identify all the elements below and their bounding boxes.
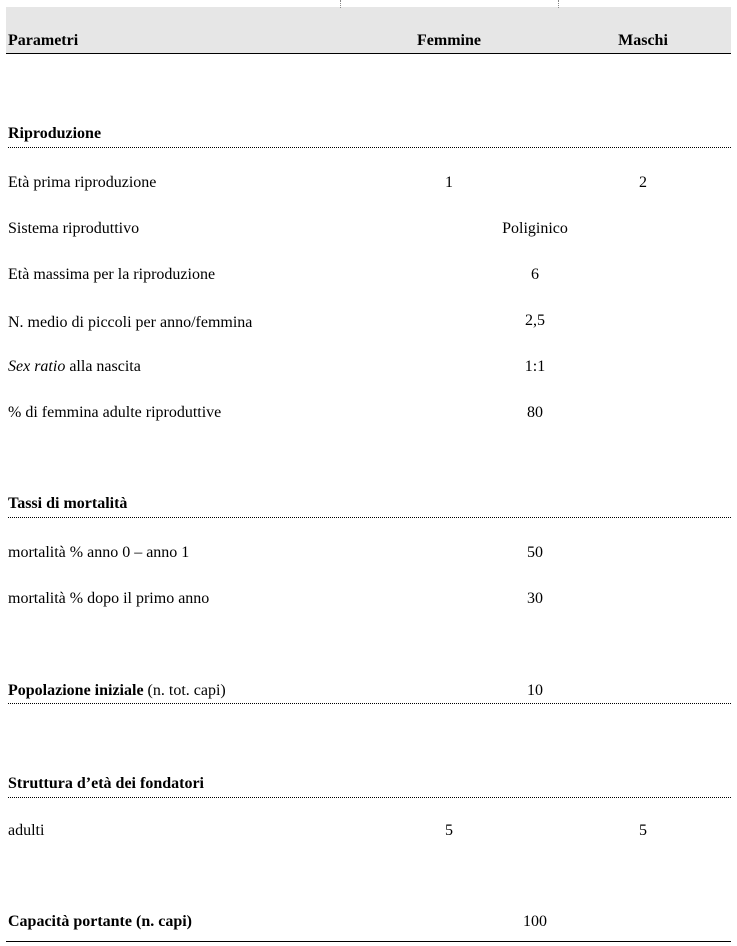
row-value-femmine-adulte: 80: [527, 404, 543, 421]
section-rule: [8, 703, 731, 704]
row-label-eta-massima: Età massima per la riproduzione: [8, 266, 216, 283]
header-maschi: Maschi: [618, 32, 668, 49]
section-rule: [8, 147, 731, 148]
row-label-piccoli: N. medio di piccoli per anno/femmina: [8, 314, 253, 331]
row-value-sex-ratio: 1:1: [524, 358, 546, 375]
row-value-eta-massima: 6: [531, 266, 539, 283]
section-title-capacita: Capacità portante (n. capi): [8, 913, 192, 930]
column-tick: [340, 0, 341, 8]
section-title-mortalita: Tassi di mortalità: [8, 495, 128, 512]
row-value-adulti-maschi: 5: [639, 822, 647, 839]
row-label-femmine-adulte: % di femmina adulte riproduttive: [8, 404, 222, 421]
column-tick: [558, 0, 559, 8]
row-value-capacita: 100: [523, 913, 547, 930]
table-bottom-rule: [6, 941, 731, 942]
row-value-piccoli: 2,5: [525, 312, 545, 329]
sex-ratio-rest: alla nascita: [65, 358, 141, 375]
sex-ratio-italic: Sex ratio: [8, 358, 66, 375]
row-label-mortalita-dopo: mortalità % dopo il primo anno: [8, 590, 210, 607]
section-title-popolazione: [8, 682, 226, 700]
row-label-eta-prima: Età prima riproduzione: [8, 174, 157, 191]
popolazione-subtitle: (n. tot. capi): [143, 682, 226, 699]
row-value-eta-prima-femmine: 1: [445, 174, 453, 191]
row-value-eta-prima-maschi: 2: [639, 174, 647, 191]
row-value-mortalita-anno0: 50: [527, 544, 543, 561]
row-label-sex-ratio: [8, 358, 141, 376]
row-value-adulti-femmine: 5: [445, 822, 453, 839]
row-value-mortalita-dopo: 30: [527, 590, 543, 607]
row-value-popolazione: 10: [527, 682, 543, 699]
section-rule: [8, 517, 731, 518]
popolazione-bold: Popolazione iniziale: [8, 682, 144, 699]
header-rule: [6, 53, 731, 54]
row-label-sistema: Sistema riproduttivo: [8, 220, 140, 237]
section-title-struttura: Struttura d’età dei fondatori: [8, 775, 204, 792]
section-title-riproduzione: Riproduzione: [8, 125, 102, 142]
row-label-adulti: adulti: [8, 822, 45, 839]
row-label-mortalita-anno0: mortalità % anno 0 – anno 1: [8, 544, 190, 561]
row-value-sistema: Poliginico: [502, 220, 568, 237]
header-femmine: Femmine: [417, 32, 481, 49]
section-rule: [8, 797, 731, 798]
header-parametri: Parametri: [8, 32, 79, 49]
